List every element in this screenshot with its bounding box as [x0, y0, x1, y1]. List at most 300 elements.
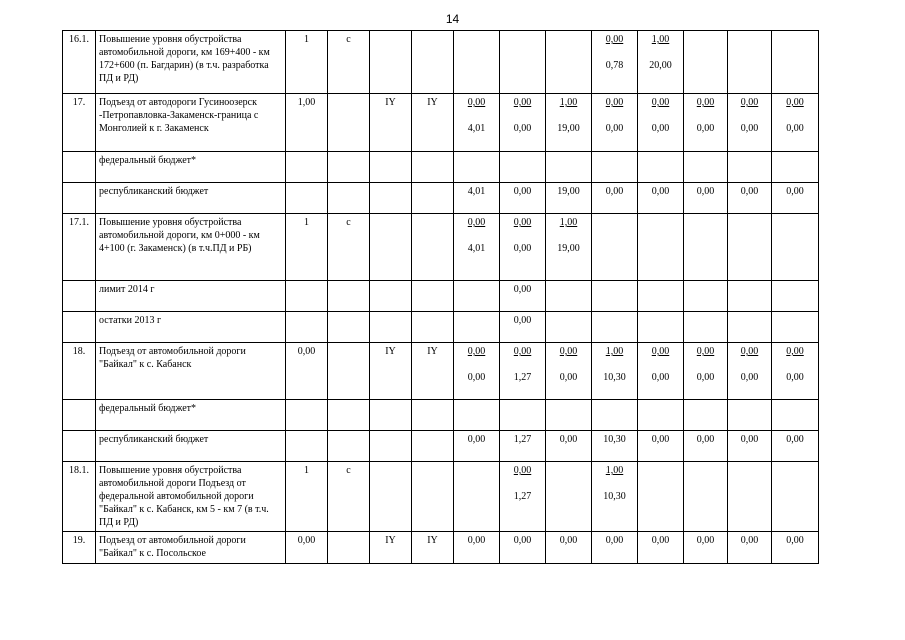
budget-value: [775, 154, 815, 180]
value-cell: [638, 312, 684, 343]
value-cell: [772, 431, 819, 462]
table-row: [63, 431, 819, 462]
cost-value: 0,78: [605, 60, 624, 71]
value-cell: [454, 281, 500, 312]
value-cell: [546, 431, 592, 462]
row-name-cell: республиканский бюджет: [96, 183, 286, 214]
value-cell: [500, 281, 546, 312]
capacity-value: 1,00: [605, 346, 624, 357]
table-row: [63, 183, 819, 214]
value-cell: [728, 152, 772, 183]
value-cell: [500, 462, 546, 532]
category-end-cell: IY: [412, 94, 454, 152]
category-start-cell: [370, 312, 412, 343]
budget-value: 0,00: [559, 434, 578, 445]
value-cell: [546, 214, 592, 281]
value-cell: [592, 343, 638, 400]
value-cell: [638, 152, 684, 183]
budget-value: [549, 314, 588, 340]
value-cell: [728, 214, 772, 281]
capacity-cell: 1: [286, 214, 328, 281]
value-cell: [638, 532, 684, 564]
capacity-value: 0,00: [513, 217, 532, 228]
budget-value: [457, 283, 496, 309]
value-cell: [728, 462, 772, 532]
type-cell: с: [328, 462, 370, 532]
value-cell: [500, 400, 546, 431]
type-cell: с: [328, 31, 370, 94]
value-cell: [638, 431, 684, 462]
row-number-cell: 17.1.: [63, 214, 96, 281]
category-end-cell: [412, 400, 454, 431]
budget-value: [687, 154, 724, 180]
value-cell: [684, 152, 728, 183]
row-number-cell: [63, 431, 96, 462]
budget-value: [503, 33, 542, 59]
category-end-cell: [412, 312, 454, 343]
row-name-cell: лимит 2014 г: [96, 281, 286, 312]
budget-value: [775, 33, 815, 59]
cost-value: 0,00: [696, 123, 715, 134]
value-cell: [728, 183, 772, 214]
value-cell: [454, 462, 500, 532]
value-cell: [684, 312, 728, 343]
cost-value: 0,00: [740, 123, 759, 134]
value-cell: [546, 312, 592, 343]
budget-value: [641, 216, 680, 242]
value-cell: [546, 462, 592, 532]
capacity-value: 0,00: [467, 97, 486, 108]
value-cell: [500, 532, 546, 564]
row-name-cell: Подъезд от автомобильной дороги "Байкал" к с. Кабанск: [96, 343, 286, 400]
budget-value: [549, 283, 588, 309]
value-cell: [638, 31, 684, 94]
budget-value: [457, 464, 496, 490]
type-cell: с: [328, 214, 370, 281]
budget-value: [503, 402, 542, 428]
budget-value: 0,00: [467, 434, 486, 445]
value-cell: [592, 281, 638, 312]
cost-value: 19,00: [557, 243, 580, 254]
budget-value: 10,30: [603, 434, 626, 445]
value-cell: [728, 400, 772, 431]
value-cell: [546, 281, 592, 312]
capacity-value: 0,00: [651, 346, 670, 357]
row-number-cell: [63, 400, 96, 431]
table-row: [63, 343, 819, 400]
budget-value: 0,00: [786, 186, 804, 197]
value-cell: [638, 281, 684, 312]
budget-value: [457, 402, 496, 428]
capacity-value: 0,00: [467, 217, 486, 228]
budget-value: [549, 464, 588, 490]
row-name-cell: Подъезд от автодороги Гусиноозерск -Петропавловка-Закаменск-граница с Монголией к г. Закаменск: [96, 94, 286, 152]
capacity-cell: [286, 312, 328, 343]
value-cell: [454, 400, 500, 431]
budget-value: [641, 314, 680, 340]
row-name-cell: Повышение уровня обустройства автомобильной дороги Подъезд от федеральной автомобильной дороги "Байкал" к с. Кабанск, км 5 - км 7 (в т.ч. ПД и РД): [96, 462, 286, 532]
row-name-cell: Подъезд от автомобильной дороги "Байкал" к с. Посольское: [96, 532, 286, 564]
row-name-cell: федеральный бюджет*: [96, 152, 286, 183]
budget-value: [731, 402, 768, 428]
cost-value: 0,00: [786, 372, 804, 383]
value-cell: [454, 343, 500, 400]
capacity-value: 0,00: [513, 346, 532, 357]
value-cell: [772, 214, 819, 281]
cost-value: 19,00: [557, 123, 580, 134]
budget-value: [775, 314, 815, 340]
category-start-cell: IY: [370, 343, 412, 400]
table-row: [63, 532, 819, 564]
capacity-cell: [286, 183, 328, 214]
value-cell: [592, 183, 638, 214]
capacity-value: 0,00: [786, 97, 804, 108]
value-cell: [638, 183, 684, 214]
cost-value: 0,00: [559, 372, 578, 383]
capacity-cell: [286, 281, 328, 312]
capacity-value: 0,00: [467, 346, 486, 357]
budget-value: [549, 402, 588, 428]
capacity-cell: [286, 431, 328, 462]
value-cell: [684, 214, 728, 281]
cost-value: 1,27: [513, 372, 532, 383]
capacity-value: 0,00: [513, 97, 532, 108]
capacity-value: 0,00: [740, 97, 759, 108]
cost-value: 0,00: [513, 123, 532, 134]
category-end-cell: [412, 152, 454, 183]
value-cell: [772, 462, 819, 532]
value-cell: [638, 462, 684, 532]
value-cell: [684, 462, 728, 532]
category-end-cell: IY: [412, 343, 454, 400]
budget-value: [641, 464, 680, 490]
budget-value: [641, 154, 680, 180]
budget-value: [775, 402, 815, 428]
value-cell: [772, 152, 819, 183]
value-cell: [772, 281, 819, 312]
type-cell: [328, 532, 370, 564]
row-name-cell: Повышение уровня обустройства автомобильной дороги, км 0+000 - км 4+100 (г. Закаменск) (в т.ч.ПД и РБ): [96, 214, 286, 281]
type-cell: [328, 343, 370, 400]
cost-value: 4,01: [467, 123, 486, 134]
type-cell: [328, 431, 370, 462]
row-name-cell: федеральный бюджет*: [96, 400, 286, 431]
budget-value: [549, 154, 588, 180]
value-cell: [638, 343, 684, 400]
capacity-cell: [286, 152, 328, 183]
page-number: 14: [445, 12, 460, 26]
value-cell: [454, 183, 500, 214]
category-end-cell: [412, 214, 454, 281]
budget-value: 0,00: [696, 434, 715, 445]
capacity-value: 0,00: [651, 97, 670, 108]
category-start-cell: [370, 152, 412, 183]
value-cell: [772, 400, 819, 431]
row-number-cell: [63, 152, 96, 183]
budget-value: [731, 283, 768, 309]
value-cell: [454, 152, 500, 183]
category-end-cell: IY: [412, 532, 454, 564]
row-number-cell: [63, 312, 96, 343]
capacity-cell: 1: [286, 31, 328, 94]
capacity-cell: [286, 400, 328, 431]
type-cell: [328, 312, 370, 343]
category-end-cell: [412, 462, 454, 532]
category-end-cell: [412, 281, 454, 312]
category-start-cell: [370, 281, 412, 312]
value-cell: [546, 152, 592, 183]
value-cell: [728, 431, 772, 462]
row-number-cell: 19.: [63, 532, 96, 564]
budget-value: [687, 402, 724, 428]
budget-value: [687, 216, 724, 242]
category-start-cell: [370, 400, 412, 431]
cost-value: 0,00: [651, 372, 670, 383]
capacity-value: 0,00: [740, 346, 759, 357]
value-cell: [684, 431, 728, 462]
capacity-value: 0,00: [513, 465, 532, 476]
budget-value: [687, 464, 724, 490]
budget-value: 1,27: [513, 434, 532, 445]
capacity-value: 1,00: [559, 217, 578, 228]
category-end-cell: [412, 183, 454, 214]
budget-value: [595, 314, 634, 340]
budget-value: [503, 154, 542, 180]
budget-value: [687, 33, 724, 59]
category-start-cell: IY: [370, 532, 412, 564]
budget-value: 0,00: [786, 434, 804, 445]
row-number-cell: [63, 281, 96, 312]
budget-value: 0,00: [513, 284, 532, 295]
budget-value: 19,00: [557, 186, 580, 197]
budget-value: [595, 154, 634, 180]
table-row: [63, 152, 819, 183]
cost-value: 0,00: [513, 243, 532, 254]
value-cell: [772, 312, 819, 343]
capacity-cell: 0,00: [286, 343, 328, 400]
value-cell: [592, 400, 638, 431]
value-cell: [500, 312, 546, 343]
row-number-cell: 17.: [63, 94, 96, 152]
cost-value: 4,01: [467, 243, 486, 254]
cost-value: 0,00: [740, 372, 759, 383]
value-cell: [684, 94, 728, 152]
value-cell: [592, 532, 638, 564]
value-cell: [592, 31, 638, 94]
budget-value: 0,00: [740, 434, 759, 445]
value-cell: [638, 94, 684, 152]
cost-value: 10,30: [603, 491, 626, 502]
budget-value: 0,00: [513, 315, 532, 326]
budget-value: [641, 283, 680, 309]
cost-value: 1,27: [513, 491, 532, 502]
value-cell: [684, 343, 728, 400]
budget-value: [775, 216, 815, 242]
capacity-value: 1,00: [605, 465, 624, 476]
value-cell: [772, 94, 819, 152]
value-cell: [772, 31, 819, 94]
category-start-cell: [370, 31, 412, 94]
budget-value: 0,00: [740, 535, 759, 546]
value-cell: [728, 343, 772, 400]
type-cell: [328, 400, 370, 431]
value-cell: [454, 312, 500, 343]
budget-value: 0,00: [605, 535, 624, 546]
budget-value: [775, 283, 815, 309]
cost-value: 10,30: [603, 372, 626, 383]
value-cell: [500, 431, 546, 462]
capacity-value: 0,00: [696, 346, 715, 357]
value-cell: [454, 532, 500, 564]
table-row: [63, 400, 819, 431]
cost-value: 0,00: [651, 123, 670, 134]
value-cell: [728, 31, 772, 94]
capacity-value: 1,00: [559, 97, 578, 108]
budget-value: [731, 464, 768, 490]
budget-value: 0,00: [651, 535, 670, 546]
row-number-cell: 16.1.: [63, 31, 96, 94]
value-cell: [728, 281, 772, 312]
value-cell: [592, 462, 638, 532]
budget-value: 0,00: [740, 186, 759, 197]
value-cell: [638, 214, 684, 281]
capacity-value: 0,00: [696, 97, 715, 108]
value-cell: [546, 400, 592, 431]
row-name-cell: остатки 2013 г: [96, 312, 286, 343]
value-cell: [684, 183, 728, 214]
value-cell: [772, 343, 819, 400]
type-cell: [328, 94, 370, 152]
budget-value: [731, 154, 768, 180]
budget-value: 0,00: [651, 186, 670, 197]
row-name-cell: Повышение уровня обустройства автомобильной дороги, км 169+400 - км 172+600 (п. Багдарин) (в т.ч. разработка ПД и РД): [96, 31, 286, 94]
capacity-value: 0,00: [605, 97, 624, 108]
budget-value: [595, 283, 634, 309]
table-row: [63, 31, 819, 94]
category-start-cell: [370, 462, 412, 532]
value-cell: [454, 214, 500, 281]
value-cell: [454, 31, 500, 94]
value-cell: [546, 532, 592, 564]
capacity-value: 0,00: [786, 346, 804, 357]
value-cell: [546, 343, 592, 400]
budget-value: [595, 216, 634, 242]
capacity-value: 0,00: [605, 34, 624, 45]
value-cell: [500, 183, 546, 214]
budget-value: 0,00: [786, 535, 804, 546]
capacity-value: 1,00: [651, 34, 670, 45]
table-row: [63, 214, 819, 281]
cost-value: 0,00: [605, 123, 624, 134]
value-cell: [728, 312, 772, 343]
value-cell: [638, 400, 684, 431]
value-cell: [500, 343, 546, 400]
type-cell: [328, 281, 370, 312]
value-cell: [684, 532, 728, 564]
capacity-cell: 1,00: [286, 94, 328, 152]
budget-value: [457, 154, 496, 180]
category-start-cell: IY: [370, 94, 412, 152]
value-cell: [592, 214, 638, 281]
capacity-cell: 0,00: [286, 532, 328, 564]
budget-value: 4,01: [467, 186, 486, 197]
type-cell: [328, 152, 370, 183]
capacity-value: 0,00: [559, 346, 578, 357]
budget-value: [731, 314, 768, 340]
cost-value: 0,00: [696, 372, 715, 383]
category-start-cell: [370, 214, 412, 281]
budget-value: [457, 314, 496, 340]
budget-value: [595, 402, 634, 428]
value-cell: [728, 94, 772, 152]
budget-value: 0,00: [467, 535, 486, 546]
category-end-cell: [412, 431, 454, 462]
value-cell: [454, 431, 500, 462]
capacity-cell: 1: [286, 462, 328, 532]
budget-value: [457, 33, 496, 59]
value-cell: [500, 31, 546, 94]
budget-value: [641, 402, 680, 428]
budget-value: [731, 33, 768, 59]
row-name-cell: республиканский бюджет: [96, 431, 286, 462]
value-cell: [684, 281, 728, 312]
budget-value: 0,00: [651, 434, 670, 445]
table-row: [63, 462, 819, 532]
table-row: [63, 281, 819, 312]
category-start-cell: [370, 183, 412, 214]
value-cell: [454, 94, 500, 152]
value-cell: [546, 94, 592, 152]
category-start-cell: [370, 431, 412, 462]
value-cell: [684, 400, 728, 431]
row-number-cell: 18.: [63, 343, 96, 400]
budget-value: [775, 464, 815, 490]
cost-value: 0,00: [467, 372, 486, 383]
type-cell: [328, 183, 370, 214]
table-row: [63, 94, 819, 152]
value-cell: [772, 532, 819, 564]
budget-value: 0,00: [605, 186, 624, 197]
value-cell: [684, 31, 728, 94]
row-number-cell: [63, 183, 96, 214]
budget-value: [687, 283, 724, 309]
value-cell: [500, 214, 546, 281]
value-cell: [500, 152, 546, 183]
cost-value: 0,00: [786, 123, 804, 134]
budget-value: 0,00: [696, 186, 715, 197]
budget-value: 0,00: [696, 535, 715, 546]
value-cell: [500, 94, 546, 152]
value-cell: [728, 532, 772, 564]
budget-value: 0,00: [513, 186, 532, 197]
budget-table: [62, 30, 819, 564]
value-cell: [592, 431, 638, 462]
table-row: [63, 312, 819, 343]
value-cell: [592, 94, 638, 152]
value-cell: [546, 31, 592, 94]
cost-value: 20,00: [649, 60, 672, 71]
value-cell: [546, 183, 592, 214]
value-cell: [592, 152, 638, 183]
budget-value: [731, 216, 768, 242]
budget-value: [549, 33, 588, 59]
budget-value: 0,00: [513, 535, 532, 546]
budget-value: [687, 314, 724, 340]
value-cell: [592, 312, 638, 343]
row-number-cell: 18.1.: [63, 462, 96, 532]
value-cell: [772, 183, 819, 214]
category-end-cell: [412, 31, 454, 94]
